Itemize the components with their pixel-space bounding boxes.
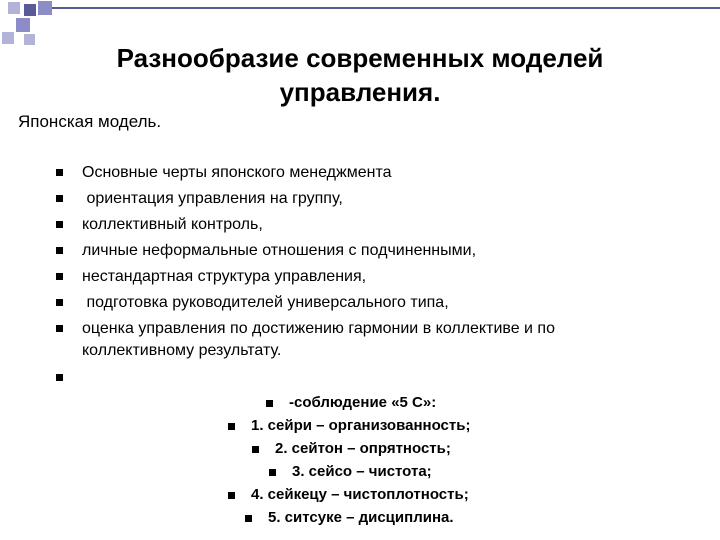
list-item: ориентация управления на группу, [82, 190, 343, 207]
bullet-marker [56, 374, 63, 381]
five-s-item: 2. сейтон – опрятность; [275, 440, 451, 457]
list-item: личные неформальные отношения с подчиненными, [82, 242, 477, 259]
decor-square [24, 4, 36, 16]
five-s-item: 1. сейри – организованность; [251, 417, 471, 434]
decor-square [38, 1, 52, 15]
five-s-heading: -соблюдение «5 С»: [289, 394, 437, 411]
bullet-marker [56, 169, 63, 176]
bullet-marker [269, 469, 276, 476]
five-s-item: 3. сейсо – чистота; [292, 463, 432, 480]
bullet-marker [56, 273, 63, 280]
decor-square [2, 32, 14, 44]
five-s-item: 4. сейкецу – чистоплотность; [251, 486, 469, 503]
bullet-marker [252, 446, 259, 453]
bullet-marker [245, 515, 252, 522]
list-item: подготовка руководителей универсального типа, [82, 294, 449, 311]
decor-square [24, 34, 35, 45]
bullet-marker [56, 299, 63, 306]
slide-title: Разнообразие современных моделей управления. [116, 43, 604, 107]
bullet-marker [266, 400, 273, 407]
bullet-marker [228, 492, 235, 499]
list-item: оценка управления по достижению гармонии в коллективе и по коллективному результату. [82, 320, 555, 359]
bullet-marker [56, 247, 63, 254]
bullet-marker [56, 221, 63, 228]
decor-square [16, 18, 30, 32]
bullet-marker [56, 325, 63, 332]
slide-subtitle: Японская модель. [18, 112, 162, 131]
bullet-marker [56, 195, 63, 202]
header-rule [52, 7, 720, 9]
decor-square [8, 2, 20, 14]
bullet-marker [228, 423, 235, 430]
five-s-item: 5. ситсуке – дисциплина. [268, 509, 454, 526]
list-item: коллективный контроль, [82, 216, 263, 233]
list-item: Основные черты японского менеджмента [82, 164, 392, 181]
list-item: нестандартная структура управления, [82, 268, 367, 285]
